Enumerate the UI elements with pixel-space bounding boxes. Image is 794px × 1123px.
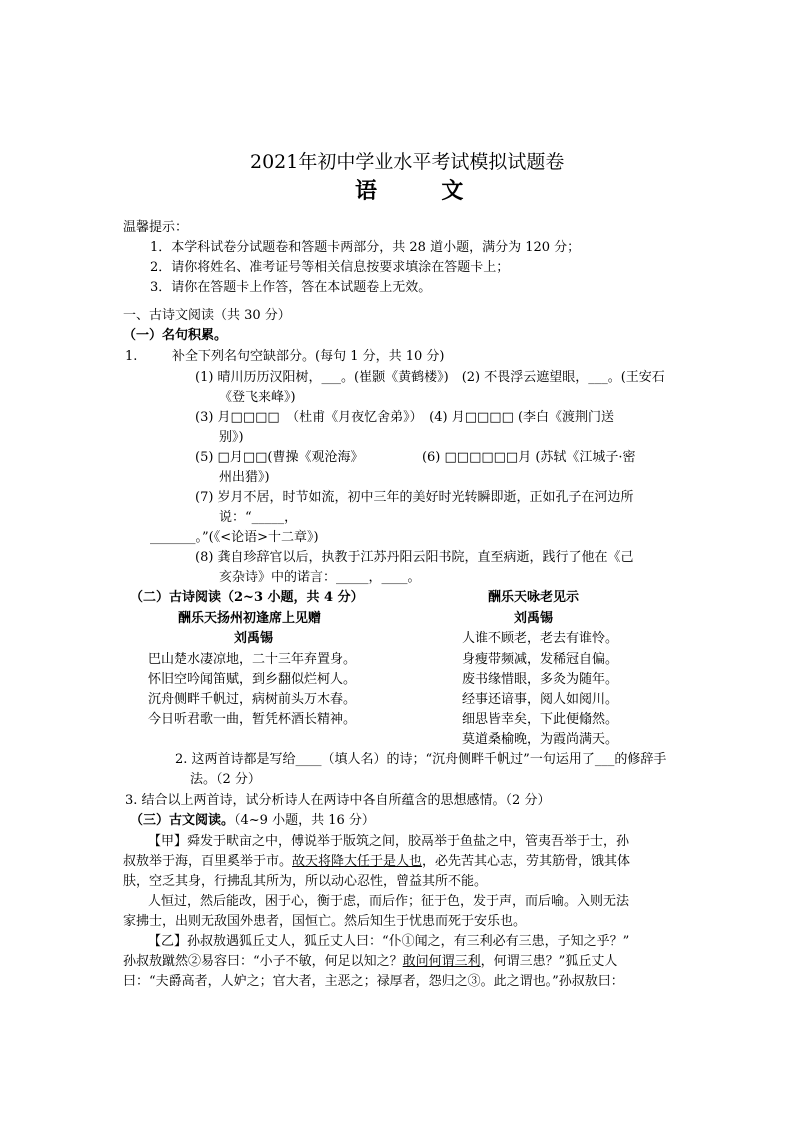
part1-heading: （一）名句积累。	[123, 328, 228, 343]
subject-title	[355, 178, 465, 204]
q1-line: (5) □月□□(曹操《观沧海》 (6) □□□□□□月 (苏轼《江城子·密	[195, 450, 636, 465]
poem2-line: 人谁不顾老，老去有谁怜。	[462, 631, 619, 646]
prose-text: 叔敖举于海，百里奚举于市。	[123, 854, 293, 869]
prose-jia-line: 肤，空乏其身，行拂乱其所为，所以动心忍性，曾益其所不能。	[123, 874, 488, 889]
prose-yi-line: 【乙】孙叔敖遇狐丘丈人，狐丘丈人曰：“仆①闻之，有三利必有三患，子知之乎？”	[148, 934, 630, 949]
q1-line: (7) 岁月不居，时节如流，初中三年的美好时光转瞬即逝，正如孔子在河边所	[195, 490, 634, 505]
prose-jia-line: 家拂士，出则无敌国外患者，国恒亡。然后知生于忧患而死于安乐也。	[123, 914, 527, 929]
tips-label: 温馨提示：	[123, 220, 189, 235]
q1-line: (1) 晴川历历汉阳树，___。(崔颢《黄鹤楼》) (2) 不畏浮云遮望眼，___。(王安石	[195, 370, 665, 385]
prose-yi-line: 曰：“夫爵高者，人妒之；官大者，主恶之；禄厚者，怨归之③。此之谓也。”孙叔敖曰：	[123, 974, 624, 989]
poem1-line: 今日听君歌一曲，暂凭杯酒长精神。	[148, 712, 357, 727]
question-2-line: 2. 这两首诗都是写给____（填人名）的诗；“沉舟侧畔千帆过”一句运用了___的修辞手	[175, 752, 667, 767]
tip-item: 1．本学科试卷分试题卷和答题卡两部分，共 28 道小题，满分为 120 分；	[150, 240, 581, 255]
poem1-line: 怀旧空吟闻笛赋，到乡翻似烂柯人。	[148, 672, 357, 687]
prose-text: ，必先苦其心志，劳其筋骨，饿其体	[422, 854, 631, 869]
poem1-line: 沉舟侧畔千帆过，病树前头万木春。	[148, 692, 357, 707]
section-heading: 一、古诗文阅读（共 30 分）	[123, 308, 291, 323]
underlined-sentence: 敢问何谓三利	[402, 954, 481, 969]
q1-line: (8) 龚自珍辞官以后，执教于江苏丹阳云阳书院，直至病逝，践行了他在《己	[195, 550, 634, 565]
q1-line: 州出猎》)	[219, 470, 270, 485]
question-number: 1.	[125, 349, 138, 364]
tip-item: 2．请你将姓名、准考证号等相关信息按要求填涂在答题卡上；	[150, 260, 510, 275]
prose-jia-line	[123, 854, 630, 870]
part3-heading-note: （4~9 小题，共 16 分）	[234, 813, 375, 828]
underlined-sentence: 故天将降大任于是人也	[292, 854, 423, 869]
poem2-line: 经事还谙事，阅人如阅川。	[462, 692, 619, 707]
poem2-line: 废书缘惜眼，多灸为随年。	[462, 672, 619, 687]
part3-heading-label: （三）古文阅读。	[130, 813, 235, 828]
prose-jia-line: 人恒过，然后能改，困于心，衡于虑，而后作；征于色，发于声，而后喻。入则无法	[148, 894, 630, 909]
q1-line: 亥杂诗》中的诺言：_____，____。	[219, 570, 421, 585]
part3-heading	[130, 813, 375, 829]
poem2-line: 莫道桑榆晚，为霞尚满天。	[462, 732, 619, 747]
q1-line: 说：“_____，	[219, 510, 298, 525]
prose-text: 孙叔敖蹴然②易容曰：“小子不敏，何足以知之？	[123, 954, 403, 969]
prose-text: ，何谓三患？”狐丘丈人	[480, 954, 618, 969]
q1-line: _______。”(《<论语>十二章》)	[150, 530, 319, 545]
poem1-author: 刘禹锡	[234, 631, 274, 646]
tip-item: 3．请你在答题卡上作答，答在本试题卷上无效。	[150, 280, 432, 295]
poem2-author: 刘禹锡	[514, 611, 554, 626]
exam-title: 2021年初中学业水平考试模拟试题卷	[250, 151, 565, 173]
question-1-text: 补全下列名句空缺部分。(每句 1 分，共 10 分)	[172, 349, 445, 364]
q1-line: 别》)	[219, 430, 244, 445]
part2-heading: （二）古诗阅读（2~3 小题，共 4 分）	[130, 590, 364, 605]
poem2-title: 酬乐天咏老见示	[488, 590, 580, 605]
q1-line: (3) 月□□□□ （杜甫《月夜忆舍弟》） (4) 月□□□□ (李白《渡荆门送	[195, 410, 615, 425]
q1-line: 《登飞来峰》)	[219, 390, 296, 405]
poem1-title: 酬乐天扬州初逢席上见赠	[178, 611, 322, 626]
prose-jia-line: 【甲】舜发于畎亩之中，傅说举于版筑之间，胶鬲举于鱼盐之中，管夷吾举于士，孙	[148, 834, 630, 849]
poem2-line: 身瘦带频减，发稀冠自偏。	[462, 652, 619, 667]
question-2-line: 法。（2 分）	[190, 772, 261, 787]
prose-yi-line	[123, 954, 617, 970]
poem2-line: 细思皆幸矣，下此便翛然。	[462, 712, 619, 727]
question-3: 3. 结合以上两首诗，试分析诗人在两诗中各自所蕴含的思想感情。（2 分）	[125, 793, 551, 808]
poem1-line: 巴山楚水凄凉地，二十三年弃置身。	[148, 652, 357, 667]
subject-char-2: 文	[441, 178, 465, 204]
subject-char-1: 语	[355, 178, 379, 204]
